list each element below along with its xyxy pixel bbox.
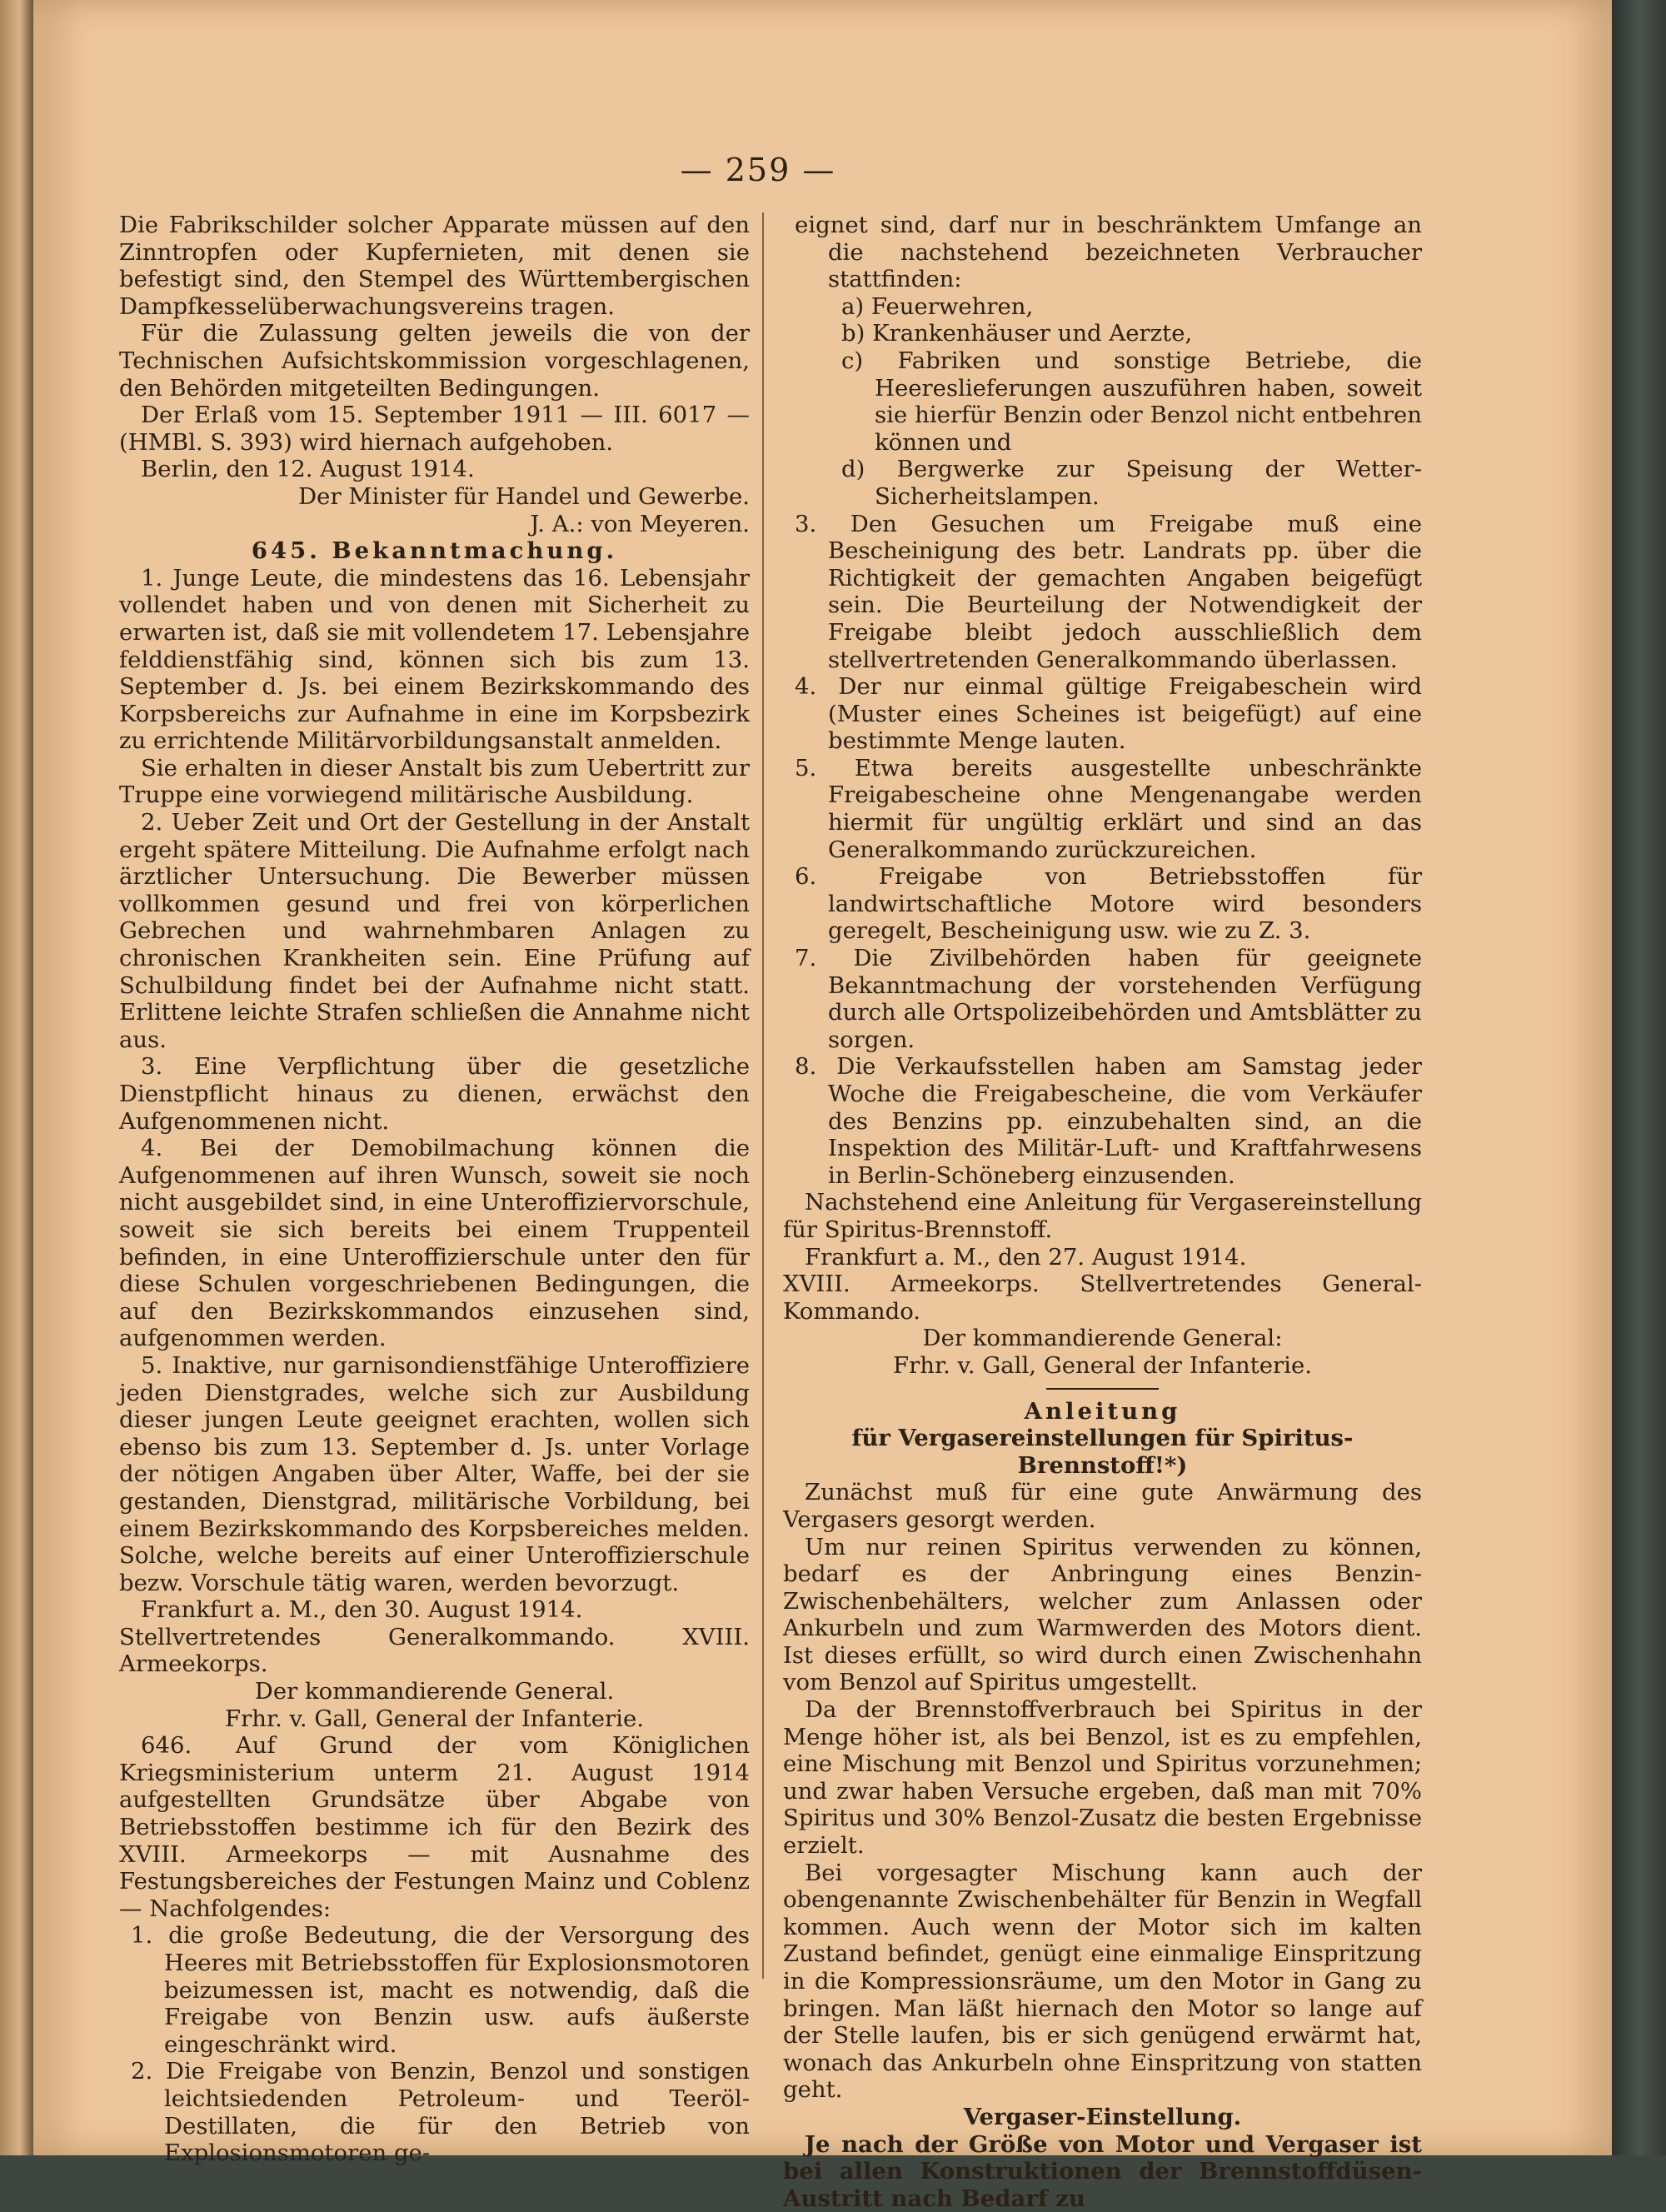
left-column-paragraph-15: Der kommandierende General. [254, 1678, 615, 1705]
right-column-paragraph-23: Je nach der Größe von Motor und Vergaser ist bei allen Konstruktionen der Brennstoffdüsen-Austritt nach Bedarf zu [783, 2130, 1422, 2212]
right-column-paragraph-2: b) Krankenhäuser und Aerzte, [841, 320, 1193, 347]
left-column-paragraph-13: Frankfurt a. M., den 30. August 1914. [141, 1596, 583, 1624]
right-column-paragraph-5: 3. Den Gesuchen um Freigabe muß eine Bescheinigung des betr. Landrats pp. über die Richtigkeit der gemachten Angaben beigefügt sein. Die Beurteilung der Notwendigkeit der Freigabe bleibt jedoch ausschließlich dem stellvertretenden Generalkommando überlassen. [795, 510, 1422, 673]
left-column-paragraph-7: 1. Junge Leute, die mindestens das 16. Lebensjahr vollendet haben und von denen mit Sicherheit zu erwarten ist, daß sie mit vollendetem 17. Lebensjahre felddienstfähig sind, können sich bis zum 13. September d. Js. bei einem Bezirkskommando des Korpsbereichs zur Aufnahme in eine im Korpsbezirk zu errichtende Militärvorbildungsanstalt anmelden. [119, 564, 750, 755]
right-column-paragraph-22: Vergaser-Einstellung. [963, 2103, 1242, 2130]
right-column-paragraph-11: Nachstehend eine Anleitung für Vergasereinstellung für Spiritus-Brennstoff. [783, 1189, 1422, 1243]
right-column-paragraph-6: 4. Der nur einmal gültige Freigabeschein wird (Muster eines Scheines ist beigefügt) auf eine bestimmte Menge lauten. [795, 673, 1422, 755]
left-column-paragraph-0: Die Fabrikschilder solcher Apparate müssen auf den Zinntropfen oder Kupfernieten, mit denen sie befestigt sind, den Stempel des Württembergischen Dampfkesselüberwachungsvereins tragen. [119, 212, 750, 320]
left-column-paragraph-1: Für die Zulassung gelten jeweils die von der Technischen Aufsichtskommission vorgeschlagenen, den Behörden mitgeteilten Bedingungen. [119, 320, 750, 402]
adjacent-page-edge [0, 0, 33, 2155]
right-column-paragraph-16: Anleitung [1024, 1397, 1181, 1425]
right-column-paragraph-19: Um nur reinen Spiritus verwenden zu können, bedarf es der Anbringung eines Benzin-Zwischenbehälters, welcher zum Anlassen oder Ankurbeln und zum Warmwerden des Motors dient. Ist dieses erfüllt, so wird durch einen Zwischenhahn vom Benzol auf Spiritus umgestellt. [783, 1533, 1422, 1696]
left-column-paragraph-4: Der Minister für Handel und Gewerbe. [298, 482, 750, 510]
right-column-paragraph-8: 6. Freigabe von Betriebsstoffen für landwirtschaftliche Motore wird besonders geregelt, Bescheinigung usw. wie zu Z. 3. [795, 863, 1422, 945]
left-column-paragraph-9: 2. Ueber Zeit und Ort der Gestellung in der Anstalt ergeht spätere Mitteilung. Die Aufnahme erfolgt nach ärztlicher Untersuchung. Die Bewerber müssen vollkommen gesund und frei von körperlichen Gebrechen und wahrnehmbaren Anlagen zu chronischen Krankheiten sein. Eine Prüfung auf Schulbildung findet bei der Aufnahme nicht statt. Erlittene leichte Strafen schließen die Annahme nicht aus. [119, 809, 750, 1053]
left-column-paragraph-12: 5. Inaktive, nur garnisondienstfähige Unteroffiziere jeden Dienstgrades, welche sich zur Ausbildung dieser jungen Leute geeignet erachten, wollen sich ebenso bis zum 13. September d. Js. unter Vorlage der nötigen Angaben über Alter, Waffe, bei der sie gestanden, Dienstgrad, militärische Vorbildung, bei einem Bezirkskommando des Korpsbereiches melden. Solche, welche bereits auf einer Unteroffizierschule bezw. Vorschule tätig waren, werden bevorzugt. [119, 1351, 750, 1596]
right-column-paragraph-3: c) Fabriken und sonstige Betriebe, die Heereslieferungen auszuführen haben, soweit sie hierfür Benzin oder Benzol nicht entbehren können und [841, 347, 1422, 456]
right-column-paragraph-18: Zunächst muß für eine gute Anwärmung des Vergasers gesorgt werden. [783, 1479, 1422, 1533]
left-column-paragraph-18: 1. die große Bedeutung, die der Versorgung des Heeres mit Betriebsstoffen für Explosionsmotoren beizumessen ist, macht es notwendig, daß die Freigabe von Benzin usw. aufs äußerste eingeschränkt wird. [131, 1922, 750, 2058]
left-column-paragraph-6: 645. Bekanntmachung. [251, 537, 618, 565]
right-column-paragraph-21: Bei vorgesagter Mischung kann auch der obengenannte Zwischenbehälter für Benzin in Wegfall kommen. Auch wenn der Motor sich im kalten Zustand befindet, genügt eine einmalige Einspritzung in die Kompressionsräume, um den Motor in Gang zu bringen. Man läßt hiernach den Motor so lange auf der Stelle laufen, bis er sich genügend erwärmt hat, wonach das Ankurbeln ohne Einspritzung von statten geht. [783, 1859, 1422, 2104]
left-column-paragraph-17: 646. Auf Grund der vom Königlichen Kriegsministerium unterm 21. August 1914 aufgestellten Grundsätze über Abgabe von Betriebsstoffen bestimme ich für den Bezirk des XVIII. Armeekorps — mit Ausnahme des Festungsbereiches der Festungen Mainz und Coblenz — Nachfolgendes: [119, 1732, 750, 1922]
left-column-paragraph-3: Berlin, den 12. August 1914. [141, 456, 475, 483]
right-column-paragraph-14: Der kommandierende General: [922, 1325, 1283, 1352]
right-column-paragraph-1: a) Feuerwehren, [841, 292, 1034, 320]
right-column-paragraph-13: XVIII. Armeekorps. Stellvertretendes General-Kommando. [783, 1271, 1422, 1325]
right-column-paragraph-10: 8. Die Verkaufsstellen haben am Samstag jeder Woche die Freigabescheine, die vom Verkäufer des Benzins pp. einzubehalten sind, an die Inspektion des Militär-Luft- und Kraftfahrwesens in Berlin-Schöneberg einzusenden. [795, 1053, 1422, 1189]
left-column-paragraph-16: Frhr. v. Gall, General der Infanterie. [225, 1705, 644, 1732]
left-column-paragraph-14: Stellvertretendes Generalkommando. XVIII. Armeekorps. [119, 1623, 750, 1678]
right-column-paragraph-0: eignet sind, darf nur in beschränktem Umfange an die nachstehend bezeichneten Verbraucher stattfinden: [795, 212, 1422, 293]
right-column-paragraph-12: Frankfurt a. M., den 27. August 1914. [805, 1243, 1247, 1271]
page-number: — 259 — [680, 152, 836, 188]
section-rule [1046, 1388, 1159, 1390]
right-column [783, 212, 1422, 2212]
right-column-paragraph-15: Frhr. v. Gall, General der Infanterie. [893, 1351, 1312, 1379]
left-column-paragraph-10: 3. Eine Verpflichtung über die gesetzliche Dienstpflicht hinaus zu dienen, erwächst den Aufgenommenen nicht. [119, 1053, 750, 1135]
right-column-paragraph-4: d) Bergwerke zur Speisung der Wetter-Sicherheitslampen. [841, 456, 1422, 510]
left-column-paragraph-8: Sie erhalten in dieser Anstalt bis zum Uebertritt zur Truppe eine vorwiegend militärische Ausbildung. [119, 754, 750, 809]
right-column-paragraph-7: 5. Etwa bereits ausgestellte unbeschränkte Freigabescheine ohne Mengenangabe werden hiermit für ungültig erklärt und sind an das Generalkommando zurückzureichen. [795, 754, 1422, 863]
left-column-paragraph-11: 4. Bei der Demobilmachung können die Aufgenommenen auf ihren Wunsch, soweit sie noch nicht ausgebildet sind, in eine Unteroffiziervorschule, soweit sie sich bereits bei einem Truppenteil befinden, in eine Unteroffizierschule unter den für diese Schulen vorgeschriebenen Bedingungen, die auf den Bezirkskommandos einzusehen sind, aufgenommen werden. [119, 1135, 750, 1352]
left-column-paragraph-5: J. A.: von Meyeren. [530, 510, 750, 537]
right-column-paragraph-20: Da der Brennstoffverbrauch bei Spiritus in der Menge höher ist, als bei Benzol, ist es zu empfehlen, eine Mischung mit Benzol und Spiritus vorzunehmen; und zwar haben Versuche ergeben, daß man mit 70% Spiritus und 30% Benzol-Zusatz die besten Ergebnisse erzielt. [783, 1696, 1422, 1860]
right-column-paragraph-9: 7. Die Zivilbehörden haben für geeignete Bekanntmachung der vorstehenden Verfügung durch alle Ortspolizeibehörden und Amtsblätter zu sorgen. [795, 945, 1422, 1053]
left-column [119, 212, 750, 2167]
right-column-paragraph-17: für Vergasereinstellungen für Spiritus-Brennstoff!*) [851, 1425, 1354, 1479]
column-divider [762, 212, 764, 1979]
left-column-paragraph-2: Der Erlaß vom 15. September 1911 — III. 6017 — (HMBl. S. 393) wird hiernach aufgehoben. [119, 402, 750, 456]
background-surface [1612, 0, 1666, 2155]
left-column-paragraph-19: 2. Die Freigabe von Benzin, Benzol und sonstigen leichtsiedenden Petroleum- und Teeröl-Destillaten, die für den Betrieb von Explosionsmotoren ge- [131, 2058, 750, 2167]
